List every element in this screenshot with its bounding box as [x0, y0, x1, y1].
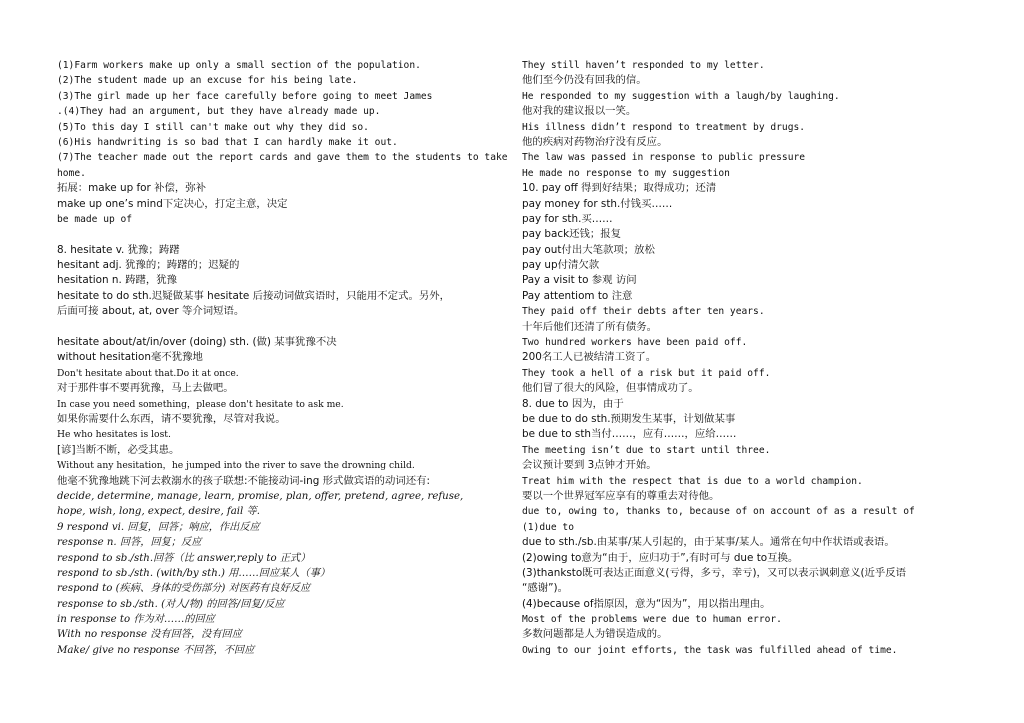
text-line: 他们至今仍没有回我的信。: [522, 74, 647, 87]
text-line: (3)The girl made up her face carefully before going to meet James: [57, 90, 433, 102]
text-line: (2)The student made up an excuse for his being late.: [57, 75, 358, 87]
blank-line: [57, 320, 509, 335]
text-line: 他们冒了很大的风险，但事情成功了。: [522, 382, 699, 395]
text-line: Make/ give no response 不回答，不回应: [57, 644, 255, 656]
text-line: 对于那件事不要再犹豫，马上去做吧。: [57, 382, 234, 395]
text-line: be due to do sth.预期发生某事，计划做某事: [522, 412, 736, 425]
text-line: due to, owing to, thanks to, because of on account of as a result of: [522, 506, 915, 518]
text-line: (1)due to: [522, 521, 574, 533]
text-line: respond to sb./sth. (with/by sth.) 用……回应某人（事）: [57, 567, 331, 579]
text-line: 后面可接 about, at, over 等介词短语。: [57, 305, 245, 318]
text-line: (6)His handwriting is so bad that I can hardly make it out.: [57, 136, 398, 148]
text-line: They still haven’t responded to my letter.: [522, 60, 765, 71]
text-line: (5)To this day I still can't make out why they did so.: [57, 121, 369, 133]
text-line: 十年后他们还清了所有债务。: [522, 320, 658, 333]
right-column: [522, 58, 978, 658]
text-line: 他毫不犹豫地跳下河去救溺水的孩子联想:不能接动词-ing 形式做宾语的动词还有:: [57, 474, 431, 487]
text-line: response to sb./sth. (对人/物) 的回答/回复/反应: [57, 598, 285, 610]
text-line: decide, determine, manage, learn, promise, plan, offer, pretend, agree, refuse,: [57, 490, 464, 502]
text-line: 8. due to 因为，由于: [522, 397, 624, 410]
text-line: hesitate to do sth.迟疑做某事 hesitate 后接动词做宾语时，只能用不定式。另外，: [57, 289, 451, 302]
text-line: He who hesitates is lost.: [57, 429, 171, 441]
text-line: 多数问题都是人为错误造成的。: [522, 628, 668, 641]
text-line: .(4)They had an argument, but they have already made up.: [57, 106, 381, 118]
text-line: He made no response to my suggestion: [522, 167, 730, 179]
text-line: 8. hesitate v. 犹豫；踌躇: [57, 243, 180, 256]
text-line: 9 respond vi. 回复，回答；响应，作出反应: [57, 521, 260, 533]
text-line: Two hundred workers have been paid off.: [522, 337, 748, 349]
text-line: Treat him with the respect that is due to a world champion.: [522, 475, 863, 487]
text-line: (3)thanksto既可表达正面意义(亏得，多亏，幸亏)，又可以表示讽刺意义(近乎反语: [522, 566, 907, 579]
text-line: 他对我的建议报以一笑。: [522, 105, 637, 118]
text-line: hesitant adj. 犹豫的；踌躇的；迟疑的: [57, 259, 240, 272]
text-line: 如果你需要什么东西，请不要犹豫，尽管对我说。: [57, 412, 286, 425]
text-line: be due to sth当付……，应有……，应给……: [522, 428, 737, 441]
text-line: without hesitation毫不犹豫地: [57, 351, 203, 364]
text-line: due to sth./sb.由某事/某人引起的，由于某事/某人。通常在句中作状语或表语。: [522, 536, 895, 549]
text-line: pay money for sth.付钱买……: [522, 197, 673, 210]
text-line: response n. 回答，回复；反应: [57, 537, 202, 549]
text-line: (1)Farm workers make up only a small section of the population.: [57, 60, 421, 71]
text-line: 拓展：make up for 补偿，弥补: [57, 182, 207, 195]
text-line: Pay attentiom to 注意: [522, 289, 633, 302]
text-line: pay out付出大笔款项；放松: [522, 243, 655, 256]
text-line: hope, wish, long, expect, desire, fail 等.: [57, 506, 260, 518]
text-line: in response to 作为对……的回应: [57, 614, 215, 626]
text-line: be made up of: [57, 213, 133, 225]
left-column: [57, 58, 509, 658]
text-line: pay up付清欠款: [522, 259, 600, 272]
text-line: respond to (疾病、身体的受伤部分) 对医药有良好反应: [57, 583, 311, 595]
text-line: They paid off their debts after ten years.: [522, 306, 765, 318]
text-line: With no response 没有回答，没有回应: [57, 629, 242, 641]
text-line: (7)The teacher made out the report cards and gave them to the students to take: [57, 152, 508, 164]
text-line: (2)owing to意为“由于，应归功于”,有时可与 due to互换。: [522, 551, 799, 564]
text-line: He responded to my suggestion with a laugh/by laughing.: [522, 90, 840, 102]
text-line: The law was passed in response to public pressure: [522, 152, 806, 164]
text-line: Owing to our joint efforts, the task was fulfilled ahead of time.: [522, 644, 898, 656]
text-line: (4)because of指原因，意为“因为”，用以指出理由。: [522, 597, 771, 610]
text-line: Pay a visit to 参观 访问: [522, 274, 637, 287]
text-line: [谚]当断不断，必受其患。: [57, 443, 180, 456]
text-line: “感谢”)。: [522, 582, 568, 595]
text-line: respond to sb./sth.回答（比 answer,reply to 正式）: [57, 552, 311, 564]
text-line: Don't hesitate about that.Do it at once.: [57, 367, 239, 379]
text-line: 他的疾病对药物治疗没有反应。: [522, 135, 668, 148]
text-line: hesitation n. 踌躇，犹豫: [57, 274, 178, 287]
text-line: hesitate about/at/in/over (doing) sth. (做) 某事犹豫不决: [57, 336, 337, 349]
text-line: 10. pay off 得到好结果；取得成功；还清: [522, 182, 717, 195]
text-line: The meeting isn’t due to start until three.: [522, 444, 771, 456]
blank-line: [57, 227, 509, 242]
text-line: His illness didn’t respond to treatment by drugs.: [522, 121, 806, 133]
text-line: In case you need something，please don't hesitate to ask me.: [57, 398, 344, 410]
text-line: home.: [57, 167, 86, 179]
text-line: Without any hesitation，he jumped into the river to save the drowning child.: [57, 460, 415, 472]
text-line: 会议预计要到 3点钟才开始。: [522, 459, 657, 472]
text-line: make up one’s mind下定决心，打定主意，决定: [57, 197, 288, 210]
text-line: Most of the problems were due to human error.: [522, 614, 782, 626]
text-line: They took a hell of a risk but it paid off.: [522, 367, 771, 379]
text-line: 要以一个世界冠军应享有的尊重去对待他。: [522, 489, 720, 502]
text-line: 200名工人已被结清工资了。: [522, 351, 657, 364]
text-line: pay for sth.买……: [522, 212, 613, 225]
text-line: pay back还钱；报复: [522, 228, 622, 241]
